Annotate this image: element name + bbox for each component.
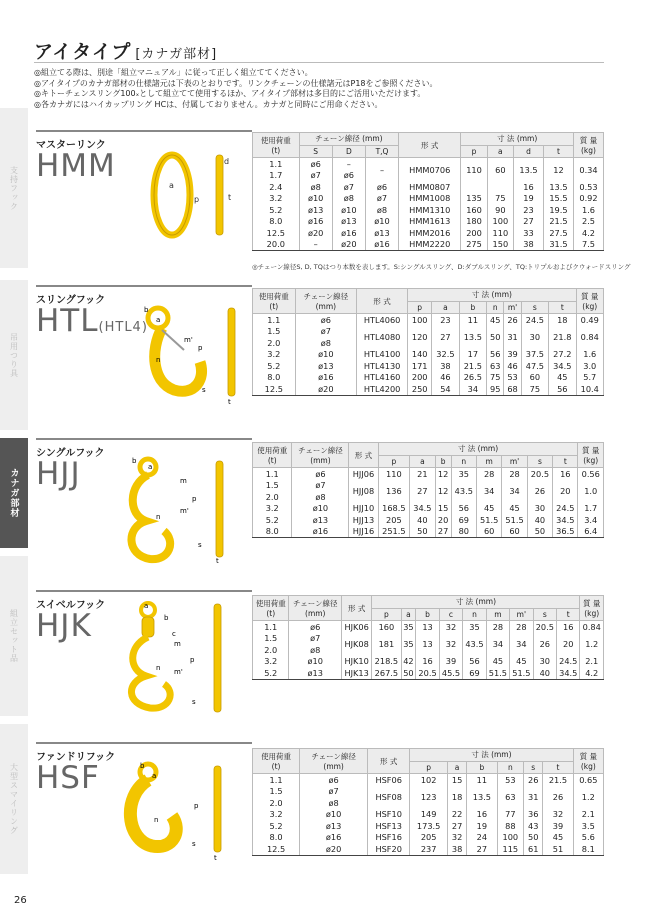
- side-tab-4[interactable]: 組立セット品: [0, 556, 28, 716]
- svg-text:n: n: [156, 664, 161, 672]
- section-code: HJJ: [36, 456, 81, 492]
- section-name: マスターリンク: [36, 140, 106, 151]
- spec-table-htl: 使用荷重 (t) チェーン線径 (mm) 形 式 寸 法 (mm) 質 量 (kg) p a b n m' s t 1.1 ø6 HTL4060 100 23 11 45 26 24.5 18 0.49 1.5 ø7 HTL4080 120 27 13.5 50 31 30 21.8 0.84 2.0 ø8 3.2 ø10 HTL4100 140 32.5 17 56 39 37.5 27.2 1.6 5.2 ø13 HTL4130 171 38 21.5 63 46 47.5 34.5 3.0 8.0 ø16 HTL4160 200 46 26.5 75 53 60 45 5.7 12.5 ø20 HTL4200 250 54 34 95 68 75 56 10.4: [252, 288, 604, 396]
- table-row: 1.5 ø7 HSF08 123 18 13.5 63 31 26 1.2: [253, 786, 604, 798]
- svg-text:a: a: [156, 316, 161, 324]
- side-tab-5[interactable]: 大型スマイリング: [0, 724, 28, 874]
- table-row: 5.2 ø13 HTL4130 171 38 21.5 63 46 47.5 34.5 3.0: [253, 360, 604, 372]
- table-row: 3.2 ø10 HJJ10 168.5 34.5 15 56 45 45 30 24.5 1.7: [253, 503, 604, 515]
- table-row: 1.5 ø7 HTL4080 120 27 13.5 50 31 30 21.8 0.84: [253, 326, 604, 338]
- table-row: 20.0 – ø20 ø16 HMM2220 275 150 38 31.5 7.5: [253, 239, 604, 251]
- table-row: 12.5 ø20 HTL4200 250 54 34 95 68 75 56 10.4: [253, 383, 604, 395]
- section-name: スリングフック: [36, 295, 106, 306]
- section-name: ファンドリフック: [36, 752, 116, 763]
- note-item: ◎キトーチェンスリング100ₓとして組立てて使用するほか、アイタイプ部材は多目的にご活用いただけます。: [34, 89, 426, 98]
- svg-text:b: b: [140, 762, 145, 770]
- svg-text:t: t: [228, 193, 232, 202]
- col-header: 質 量 (kg): [573, 133, 603, 158]
- note-item: ◎各カナガにはハイカップリング HCは、付属しておりません。カナガと同時にご用命ください。: [34, 99, 383, 109]
- section-bar: [36, 130, 252, 132]
- svg-text:s: s: [192, 840, 196, 848]
- svg-text:p: p: [190, 656, 195, 664]
- page-number: 26: [14, 895, 27, 906]
- table-row: 3.2 ø10 HJK10 218.5 42 16 39 56 45 45 30 24.5 2.1: [253, 656, 604, 668]
- table-row: 3.2 ø10 ø8 ø7 HMM1008 135 75 19 15.5 0.92: [253, 193, 604, 205]
- svg-text:m: m: [180, 477, 187, 485]
- swivel-hook-illustration: [118, 600, 243, 715]
- sling-hook-illustration: [140, 300, 245, 410]
- table-row: 2.0 ø8: [253, 644, 604, 656]
- foundry-hook-illustration: [118, 760, 243, 860]
- single-hook-illustration: [118, 455, 243, 565]
- svg-text:s: s: [192, 698, 196, 706]
- svg-text:s: s: [198, 541, 202, 549]
- svg-text:p: p: [198, 344, 203, 352]
- svg-text:c: c: [172, 630, 176, 638]
- table-row: 1.5 ø7 HJK08 181 35 13 32 43.5 34 34 26 20 1.2: [253, 633, 604, 645]
- svg-text:m': m': [184, 336, 193, 344]
- svg-text:b: b: [132, 457, 137, 465]
- side-tab-active[interactable]: カナガ部材: [0, 438, 28, 548]
- col-header: チェーン線径 (mm): [299, 133, 399, 146]
- table-row: 1.7 ø7 ø6: [253, 170, 604, 182]
- svg-text:a: a: [169, 181, 174, 190]
- table-row: 2.0 ø8: [253, 797, 604, 809]
- svg-text:m: m: [174, 640, 181, 648]
- svg-text:n: n: [156, 356, 161, 364]
- note-item: ◎アイタイプのカナガ部材の仕様諸元は下表のとおりです。リンクチェーンの仕様諸元はP18をご参照ください。: [34, 78, 438, 88]
- section-code: HSF: [36, 760, 100, 796]
- table-row: 5.2 ø13 ø10 ø8 HMM1310 160 90 23 19.5 1.6: [253, 204, 604, 216]
- table-row: 8.0 ø16 HSF16 205 32 24 100 50 45 5.6: [253, 832, 604, 844]
- col-header: 寸 法 (mm): [461, 133, 574, 146]
- master-link-illustration: [140, 150, 240, 240]
- svg-text:t: t: [228, 398, 231, 406]
- section-code: HJK: [36, 608, 92, 644]
- svg-text:m': m': [180, 507, 189, 515]
- svg-text:t: t: [214, 854, 217, 860]
- table-row: 1.1 ø6 HJK06 160 35 13 32 35 28 28 20.5 16 0.84: [253, 621, 604, 633]
- table-row: 5.2 ø13 HJJ13 205 40 20 69 51.5 51.5 40 34.5 3.4: [253, 514, 604, 526]
- note-item: ◎組立てる際は、別途「組立マニュアル」に従って正しく組立ててください。: [34, 68, 313, 77]
- title-divider: [34, 62, 604, 63]
- page-title: [34, 37, 217, 64]
- table-row: 1.1 ø6 HTL4060 100 23 11 45 26 24.5 18 0.49: [253, 314, 604, 326]
- table-row: 3.2 ø10 HSF10 149 22 16 77 36 32 2.1: [253, 809, 604, 821]
- col-header: 形 式: [399, 133, 461, 158]
- table-row: 12.5 ø20 HSF20 237 38 27 115 61 51 8.1: [253, 843, 604, 855]
- table-row: 8.0 ø16 ø13 ø10 HMM1613 180 100 27 21.5 2.5: [253, 216, 604, 228]
- table-row: 2.0 ø8: [253, 337, 604, 349]
- table-row: 12.5 ø20 ø16 ø13 HMM2016 200 110 33 27.5 4.2: [253, 227, 604, 239]
- section-code: HTL(HTL4): [36, 303, 148, 339]
- table-row: 1.1 ø6 HSF06 102 15 11 53 26 21.5 0.65: [253, 774, 604, 786]
- spec-table-hjj: 使用荷重 (t) チェーン線径 (mm) 形 式 寸 法 (mm) 質 量 (kg) p a b n m m' s t 1.1 ø6 HJJ06 110 21 12 35 28 28 20.5 16 0.56 1.5 ø7 HJJ08 136 27 12 43.5 34 34 26 20 1.0 2.0 ø8 3.2 ø10 HJJ10 168.5 34.5 15 56 45 45 30 24.5 1.7 5.2 ø13 HJJ13 205 40 20 69 51.5 51.5 40 34.5 3.4 8.0 ø16 HJJ16 251.5 50 27 80 60 60 50 36.5 6.4: [252, 442, 604, 538]
- side-tab-1[interactable]: 支持フック: [0, 108, 28, 268]
- svg-text:p: p: [194, 802, 199, 810]
- svg-text:n: n: [154, 816, 159, 824]
- svg-text:p: p: [194, 195, 200, 204]
- svg-text:a: a: [152, 772, 157, 780]
- svg-text:d: d: [224, 157, 230, 166]
- svg-text:s: s: [202, 386, 206, 394]
- svg-text:b: b: [144, 306, 149, 314]
- table-row: 1.5 ø7 HJJ08 136 27 12 43.5 34 34 26 20 1.0: [253, 480, 604, 492]
- side-tab-2[interactable]: 吊用つり具: [0, 280, 28, 430]
- section-name: スイベルフック: [36, 600, 106, 611]
- col-header: 使用荷重 (t): [253, 133, 300, 158]
- table-row: 8.0 ø16 HTL4160 200 46 26.5 75 53 60 45 5.7: [253, 372, 604, 384]
- svg-text:a: a: [148, 463, 153, 471]
- svg-text:b: b: [164, 614, 169, 622]
- svg-text:a: a: [144, 602, 149, 610]
- title-main: アイタイプ: [34, 41, 132, 63]
- table-row: 1.1 ø6 HJJ06 110 21 12 35 28 28 20.5 16 0.56: [253, 468, 604, 480]
- spec-table-hmm: 使用荷重 (t) チェーン線径 (mm) 形 式 寸 法 (mm) 質 量 (kg) S D T,Q p a d t 1.1 ø6 – – HMM0706 110 60 13.5 12 0.34 1.7 ø7 ø6 2.4 ø8 ø7 ø6 HMM0807 16 13.5 0.53 3.2 ø10 ø8 ø7 HMM1008 135 75 19 15.5 0.92 5.2 ø13 ø10 ø8 HMM1310 160 90 23 19.5 1.6 8.0 ø16 ø13 ø10 HMM1613 180 100 27 21.5 2.5 12.5 ø20 ø16 ø13 HMM2016 200 110 33 27.5 4.2 20.0 – ø20 ø16 HMM2220 275 150 38 31.5 7.5: [252, 132, 604, 251]
- spec-table-hsf: 使用荷重 (t) チェーン線径 (mm) 形 式 寸 法 (mm) 質 量 (kg) p a b n s t 1.1 ø6 HSF06 102 15 11 53 26 21.5 0.65 1.5 ø7 HSF08 123 18 13.5 63 31 26 1.2 2.0 ø8 3.2 ø10 HSF10 149 22 16 77 36 32 2.1 5.2 ø13 HSF13 173.5 27 19 88 43 39 3.5 8.0 ø16 HSF16 205 32 24 100 50 45 5.6 12.5 ø20 HSF20 237 38 27 115 61 51 8.1: [252, 748, 604, 856]
- svg-text:t: t: [216, 557, 219, 565]
- svg-text:m': m': [174, 668, 183, 676]
- svg-text:p: p: [192, 495, 197, 503]
- svg-text:n: n: [156, 513, 161, 521]
- spec-table-hjk: 使用荷重 (t) チェーン線径 (mm) 形 式 寸 法 (mm) 質 量 (kg) p a b c n m m' s t 1.1 ø6 HJK06 160 35 13 32 35 28 28 20.5 16 0.84 1.5 ø7 HJK08 181 35 13 32 43.5 34 34 26 20 1.2 2.0 ø8 3.2 ø10 HJK10 218.5 42 16 39 56 45 45 30 24.5 2.1 5.2 ø13 HJK13 267.5 50 20.5 45.5 69 51.5 51.5 40 34.5 4.2: [252, 595, 604, 680]
- table-row: 2.0 ø8: [253, 491, 604, 503]
- title-sub: [カナガ部材]: [135, 47, 218, 62]
- table-row: 3.2 ø10 HTL4100 140 32.5 17 56 39 37.5 27.2 1.6: [253, 349, 604, 361]
- footnote: ◎チェーン線径S, D, TQはつり本数を表します。S:シングルスリング、D:ダブルスリング、TQ:トリプルおよびクウォードスリング: [252, 263, 631, 271]
- table-row: 2.4 ø8 ø7 ø6 HMM0807 16 13.5 0.53: [253, 181, 604, 193]
- notes: [34, 68, 438, 110]
- table-row: 1.1 ø6 – – HMM0706 110 60 13.5 12 0.34: [253, 158, 604, 170]
- section-name: シングルフック: [36, 448, 105, 459]
- table-row: 8.0 ø16 HJJ16 251.5 50 27 80 60 60 50 36.5 6.4: [253, 526, 604, 538]
- table-row: 5.2 ø13 HJK13 267.5 50 20.5 45.5 69 51.5 51.5 40 34.5 4.2: [253, 667, 604, 679]
- table-row: 5.2 ø13 HSF13 173.5 27 19 88 43 39 3.5: [253, 820, 604, 832]
- section-code: HMM: [36, 148, 116, 184]
